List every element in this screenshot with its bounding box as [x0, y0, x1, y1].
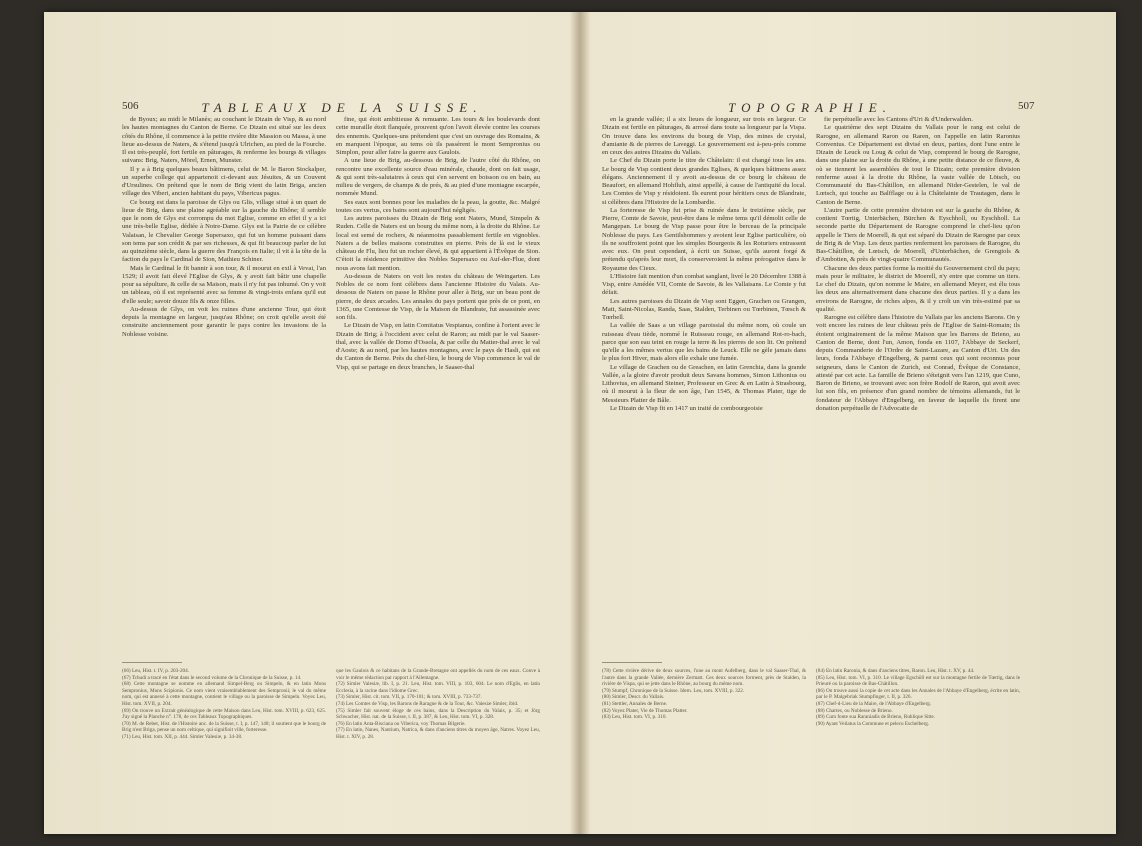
footnote: (71) Leu, Hist. tom. XII, p. 444. Simler Valesiæ, p. 34-38.: [122, 733, 243, 740]
right-column-2: [816, 116, 1020, 656]
right-page-number: 507: [1018, 100, 1035, 112]
paragraph: en la grande vallée; il a six lieues de longueur, sur trois en largeur. Ce Dizain est fertile en pâturages, & arrosé dans toute sa longueur par la Vispa. On trouve dans les environs du bourg de Visp, des mines de crystal, d'amiante & de pierres de Laveggi. Le gouvernement est à-peu-près comme en ceux des autres Dizains du Vallais.: [602, 116, 806, 156]
paragraph: Ses eaux sont bonnes pour les maladies de la peau, la goutte, &c. Malgré toutes ces vertus, ces bains sont aujourd'hui négligés.: [336, 198, 540, 214]
paragraph: Il y a à Brig quelques beaux bâtimens, celui de M. le Baron Stockalper, un superbe college qui appartenoit ci-devant aux Jésuites, & un Couvent d'Ursulines. On prétend que le nom de Brig vient du latin Briga, ancien village des Viberi, ancien habitant du pays, Vibericus pagus.: [122, 165, 326, 198]
footnote: (82) Voyez Plater, Vie de Thomas Platter.: [602, 707, 688, 714]
footnote: (81) Stettler, Annales de Berne.: [602, 700, 668, 707]
footnote: (69) On trouve un Extrait généalogique de cette Maison dans Leu, Hist. tom. XVIII, p. 623, 625. J'ay signé la Planche n°. 178, de ces Tableaux Topographiques.: [122, 707, 326, 721]
left-page-number: 506: [122, 100, 139, 112]
paragraph: Les autres paroisses du Dizain de Brig sont Naters, Mund, Simpeln & Ruden. Celle de Naters est un bourg du même nom, à la droite du Rhône. Le local est semé de rochers, & néanmoins passablement fertile en vignobles. Naters a de belles maisons construites en pierre. Près de là est le vieux château de Flu, lieu fut un rocher élevé, & qui appartient à l'Évêque de Sion. C'étoit la résidence primitive des Nobles Supersaxo ou Auf-der-Flue, dont nous avons fait mention.: [336, 215, 540, 272]
footnote: (85) Leu, Hist. tom. VI, p. 310. Le village Egschöll est sur la montagne fertile de Tœrtig, dans le Prieuré ou la paroisse de Bas-Châtillon.: [816, 674, 1020, 688]
paragraph: Le village de Grachen ou de Greachen, en latin Grenchia, dans la grande Vallée, a la gloire d'avoir produit deux Savans hommes, Simon Lithonius ou Lithovius, en allemand Steiner, Professeur en Grec & en Latin à Strasbourg, où il mourut à la fleur de son âge, l'an 1545, & Thomas Plater, tige de Messieurs Platter de Bâle.: [602, 363, 806, 404]
paragraph: Au-dessus de Glys, on voit les ruines d'une ancienne Tour, qui étoit depuis la montagne en largeur, jusqu'au Rhône; on croit qu'elle avoit été construite anciennement pour garantir le pays contre les invasions de la Noblesse voisine.: [122, 305, 326, 338]
paragraph: L'autre partie de cette première division est sur la gauche du Rhône, & contient Tœrtig, Unterbächen, Bürchen & Eyschholl, ou Eyschholl. La seconde partie du Département de Rarogne comprend le chef-lieu qu'on appelle le Tiers de Moerell, & qui est séparé du Dizain de Rarogne par ceux de Brig & de Visp. Les deux parties renferment les paroisses de Rarogne, du Bas-Châtillon, de Lœtsch, de Moerell, d'Unterbächen, de Grengiols & d'Ambotten, & près de vingt-quatre Communautés.: [816, 206, 1020, 264]
footnote: (70) M. de Rebet, Hist. de l'Histoire anc. de la Suisse, t. I, p. 147, 148; il soutient que le bourg de Brig n'est Briga, pense un nom celtique, qui signifioit ville, forteresse.: [122, 720, 326, 734]
left-column-1: [122, 116, 326, 656]
footnote: (83) Leu, Hist. tom. VI, p. 310.: [602, 714, 667, 721]
footnote: que les Gaulois & ce habitans de la Grande-Bretagne ont appellés du nom de ces eaux. Conve à voir le même rédaction par rapport à l'Allemagne.: [336, 668, 540, 681]
footnote: (74) Les Comtes de Visp, les Barons de Raragne & de la Tour, &c. Valesiæ Simler, ibid.: [336, 700, 519, 707]
paragraph: Mais le Cardinal le fit bannir à son tour, & il mourut en exil à Vevai, l'an 1529; il avoit fait élevé l'Eglise de Glys, & y avoit fait bâtir une chapelle pour sa sépulture, & celle de sa Maison, mais il n'y fut pas inhumé. On y voit un tableau, où il est représenté avec sa femme & vingt-trois enfans qu'il eut d'elle seule; savoir douze fils & onze filles.: [122, 264, 326, 305]
left-footnotes-1: [122, 668, 326, 798]
paragraph: Ce bourg est dans la paroisse de Glys ou Glis, village situé à un quart de lieue de Brig, dans une plaine agréable sur la gauche du Rhône; il semble que le nom de Glys est corrompu du mot Eglise, comme en effet il y a ici une très-belle Eglise, dédiée à Notre-Dame. Glys est la Patrie de ce célèbre Valaisan, le Chevalier George Supersaxo, qui fut un homme puissant dans son tems par son crédit & par ses richesses, & qui fit beaucoup parler de lui au quinzième siècle, dans la guerre des François en Italie; il vit à la tête de la faction du pays le Cardinal de Sion, Mathieu Schiner.: [122, 198, 326, 264]
footnote: (75) Simler fait souvent éloge de ces bains, dans la Description du Valais, p. 35; et Jörg Schwacher, Hist. nat. de la Suisse, t. II, p. 387, & Leu, Hist. tom. VI, p. 328.: [336, 707, 540, 721]
left-running-head: TABLEAUX DE LA SUISSE.: [201, 100, 483, 115]
paragraph: La vallée de Saas a un village paroissial du même nom, où coule un ruisseau d'eau tiède, nommé le Ruisseau rouge, en allemand Rot-ro-bach, parce que son eau teint en rouge la terre & les pierres de son lit. On prétend qu'elle a les mêmes vertus que les bains de Leuck. Elle ne gèle jamais dans le plus fort Hiver, mais alors elle exhale une fumée.: [602, 322, 806, 363]
footnote: (67) Tchudi a tracé en l'état dans le second volume de la Chronique de la Suisse, p. 14.: [122, 674, 302, 681]
footnote-rule: [122, 662, 182, 663]
paragraph: Les autres paroisses du Dizain de Visp sont Eggen, Grachen ou Grangen, Matt, Saint-Nicolas, Randa, Saas, Stalden, Terbinen ou Tœrbinen, Tœsch & Tœrbell.: [602, 297, 806, 321]
paragraph: fie perpétuelle avec les Cantons d'Uri & d'Underwalden.: [824, 116, 973, 123]
right-page: [580, 12, 1116, 834]
footnote: (66) Leu, Hist. t. IV, p. 203-204.: [122, 668, 190, 674]
right-footnotes-1: [602, 668, 806, 798]
paragraph: Le Dizain de Visp, en latin Comitatus Vespianus, confine à l'orient avec le Dizain de Brig; à l'occident avec celui de Raron; au midi par le val Saaser-thal, avec la vallée de Domo d'Ossola, & par celle du Matter-thal avec le val d'Aoste; & au nord, par les hautes montagnes, avec le pays de Hasli, qui est du Canton de Berne. Près du chef-lieu, le bourg de Visp commence le val de Visp, qui se partage en deux branches, le Saaser-thal: [336, 322, 540, 371]
paragraph: Chacune des deux parties forme la moitié du Gouvernement civil du pays; mais pour le militaire, le district de Moerell, n'y entre que comme un tiers. Le chef du Dizain, qu'on nomme le Maire, en allemand Meyer, est élu tous les deux ans alternativement dans chacune des deux parties. Il y a dans les environs de Rarogne, de riches alpes, & il y croît un vin très-estimé par sa qualité.: [816, 264, 1020, 313]
right-column-1: [602, 116, 806, 656]
footnote: (87) Chef-d-Lieu de la Maire, de l'Abbaye d'Engelberg.: [816, 700, 932, 707]
left-page: [44, 12, 580, 834]
footnote: (86) On trouve aussi la copie de cet acte dans les Annales de l'Abbaye d'Engelberg, écrite en latin, par le P. Malgebriak Stumpfinger, t. II, p. 326.: [816, 687, 1020, 701]
footnote: (80) Simler, Descr. du Vallais.: [602, 694, 665, 701]
paragraph: La forteresse de Visp fut prise & ruinée dans le treizième siècle, par Pierre, Comte de Savoie, peut-être dans le même tems qu'il démolit celle de Mangepan. Le bourg de Visp passe pour être le berceau de la principale Noblesse du pays. Les Gentilshommes y avoient leur Eglise particulière, où ils ne souffroient point que les simples Bourgeois & les Roturiers entrassent avec eux. On peut cependant, à écrit un Suisse, qu'ils auront forgé & prétendu qu'après leur mort, ils conserveroient la même prérogative dans le Royaume des Cieux.: [602, 206, 806, 272]
left-column-2: [336, 116, 540, 656]
paragraph: Le Dizain de Visp fit en 1417 un traité de combourgeoisie: [610, 404, 763, 412]
right-running-head: TOPOGRAPHIE.: [728, 100, 892, 115]
paragraph: Le Chef du Dizain porte le titre de Châtelain: il est changé tous les ans. Le bourg de Visp contient deux grandes Eglises, & quelques bâtimens assez élégans. Anciennement il y avoit au-dessus de ce bourg le château de Beaufort, en allemand Hohfluh, ainsi appellé, à cause de l'antiquité du local. Les Comtes de Visp y résidoient. Ils eurent pour héritiers ceux de Blandrate, si célèbres dans l'Histoire de la Lombardie.: [602, 157, 806, 206]
paragraph: fine, qui étoit ambitieuse & remuante. Les tours & les boulevards dont cette muraille étoit flanquée, prouvent qu'on l'avoit élevée contre les courses des ennemis. Quelques-uns prétendent que c'est un ouvrage des Romains, & en marquent l'époque, au tems où ils passèrent le mont Sempronius ou Simplon, pour aller faire la guerre aux Gaulois.: [336, 116, 540, 156]
paragraph: Rarogne est célèbre dans l'histoire du Vallais par les anciens Barons. On y voit encore les ruines de leur château près de l'Eglise de Saint-Romain; ils étoient originairement de la même Maison que les Barons de Brieno, au Canton de Berne, dont l'un, Amon, fonda en 1107, l'Abbaye de Seckerf, depuis Commanderie de l'Ordre de Saint-Lazare, au Canton d'Uri. Un des leurs, fonda l'Abbaye d'Engelberg, & parmi ceux qui sont reconnus pour seigneurs, dans le Canton de Zurich, est Conrad, Évêque de Constance, attesté par cet acte. La famille de Brieno s'éteignit vers l'an 1219, que Cuno, Baron de Brieno, se trouvant avec son frère Rodolf de Raron, qui avoit avec lui son fils, en présence d'un grand nombre de témoins allemands, fut le fondateur de l'Abbaye d'Engelberg, en faveur de laquelle ils firent une donation perpétuelle de l'Advocatie de: [816, 314, 1020, 412]
left-footnotes-2: [336, 668, 540, 798]
book-spread: [44, 12, 1116, 834]
footnote: (84) En latin Raronia, & dans d'anciens titres, Raron. Leu, Hist. t. XV, p. 44.: [816, 668, 975, 674]
paragraph: de Byoux; au midi le Milanès; au couchant le Dizain de Visp, & au nord les hautes montagnes du Canton de Berne. Ce Dizain est situé sur les deux côtés du Rhône, il commence à la petite rivière dite Massion ou Massa, à une lieue au-dessus de Naters, & s'étend jusqu'à Ulrichen, au pied de la Fourche. Il est très-peuplé, fort fertile en pâturages, & renferme les bourgs & villages suivans: Brig, Naters, Mörel, Ernen, Munster.: [122, 116, 326, 165]
footnote: (89) Cum fonte sua Raraniadis de Brieno, Ruhlique Sitte.: [816, 714, 936, 721]
footnote: (78) Cette rivière dérive de deux sources, l'une au mont Aufelberg, dans le val Saaser-Thal, & l'autre dans la grande Vallée, dernière Zermatt. Ces deux sources forment, près de Stalden, la rivière de Vispa, qui se jette dans le Rhône, au bourg du même nom.: [602, 668, 806, 688]
footnote: (72) Simler Valesiæ, lib. I, p. 21. Leu, Hist. tom. VIII, p. 103, 604. Le nom d'Eglis, en latin Ecclesia, à la racine dans l'idiome Grec.: [336, 681, 540, 694]
footnote: (90) Ayant Veilatus la Commune et pelecu Eschelberg.: [816, 720, 930, 727]
paragraph: L'Histoire fait mention d'un combat sanglant, livré le 20 Décembre 1388 à Visp, entre Amédée VII, Comte de Savoie, & les Vallaisans. Le Comte y fut défait.: [602, 272, 806, 297]
footnote: (68) Cette montagne se nomme en allemand Simpel-Berg ou Simpeln, & en latin Mons Sempronius, Mons Scipionis. Ce nom vient vraisemblablement des Sempronii; le val du même nom, qui est annexé à cette montagne, contient le village ou la paroisse de Simpeln. Voyez Leu, Hist. tom. XVII, p. 204.: [122, 681, 326, 707]
footnote: (88) Chartes, ou Noblesse de Brieno.: [816, 707, 893, 714]
footnote: (79) Stumpf, Chronique de la Suisse. Idem. Leu, tom. XVIII, p. 322.: [602, 687, 745, 694]
footnote-rule: [602, 662, 662, 663]
footnote: (73) Simler, Hist. cit. tom. VII, p. 170-181; & tom. XVIII, p. 733-737.: [336, 694, 482, 701]
footnote: (77) En latin, Nanes, Nantium, Natrica, & dans d'anciens titres du moyen âge, Natres. Voyez Leu, Hist. t. XIV, p. 28.: [336, 727, 540, 740]
right-footnotes-2: [816, 668, 1020, 798]
paragraph: Le quatrième des sept Dizains du Vallais pour le rang est celui de Rarogne, en allemand Raron ou Raren, on l'appelle en latin Raronius Conventus. Ce Département est divisé en deux, parties, dont l'une entre le Dizain de Leuck ou Loug & celui de Visp, comprend le bourg de Rarogne, dans une plaine sur la droite du Rhône, à une petite distance de ce fleuve, & où se tiennent les assemblées de tout le Dizain; cette première division renferme aussi à la droite du Rhône, la vaste vallée de Lötsch, ou Communauté du Bas-Châtillon, en allemand Nider-Gestelen, le val de Lœtsch, qui touche au Balfflage ou à la Châtelainie de Trautagen, dans le Canton de Berne.: [816, 124, 1020, 206]
footnote: (76) En latin Anta-Bisciana ou Viberica, voy Thomas Bilgerie.: [336, 720, 466, 727]
paragraph: Au-dessus de Naters on voit les restes du château de Weingarten. Les Nobles de ce nom font célèbres dans l'ancienne Histoire du Valais. Au-dessous de Naters on passe le Rhône pour aller à Brig, sur un beau pont de pierre, de deux arcades. Les annales du pays portent que près de ce pont, en 1365, une Comtesse de Visp, de la Maison de Blandrate, fut assassinée avec son fils.: [336, 272, 540, 321]
paragraph: A une lieue de Brig, au-dessous de Brig, de l'autre côté du Rhône, on rencontre une excellente source d'eau minérale, chaude, dont on fait usage, & qui sont très-salutaires à ceux qui s'en servent en boisson ou en bain, au milieu de vergers, de champs & de prés, & au pied d'une montagne escarpée, nommée Mund.: [336, 157, 540, 198]
